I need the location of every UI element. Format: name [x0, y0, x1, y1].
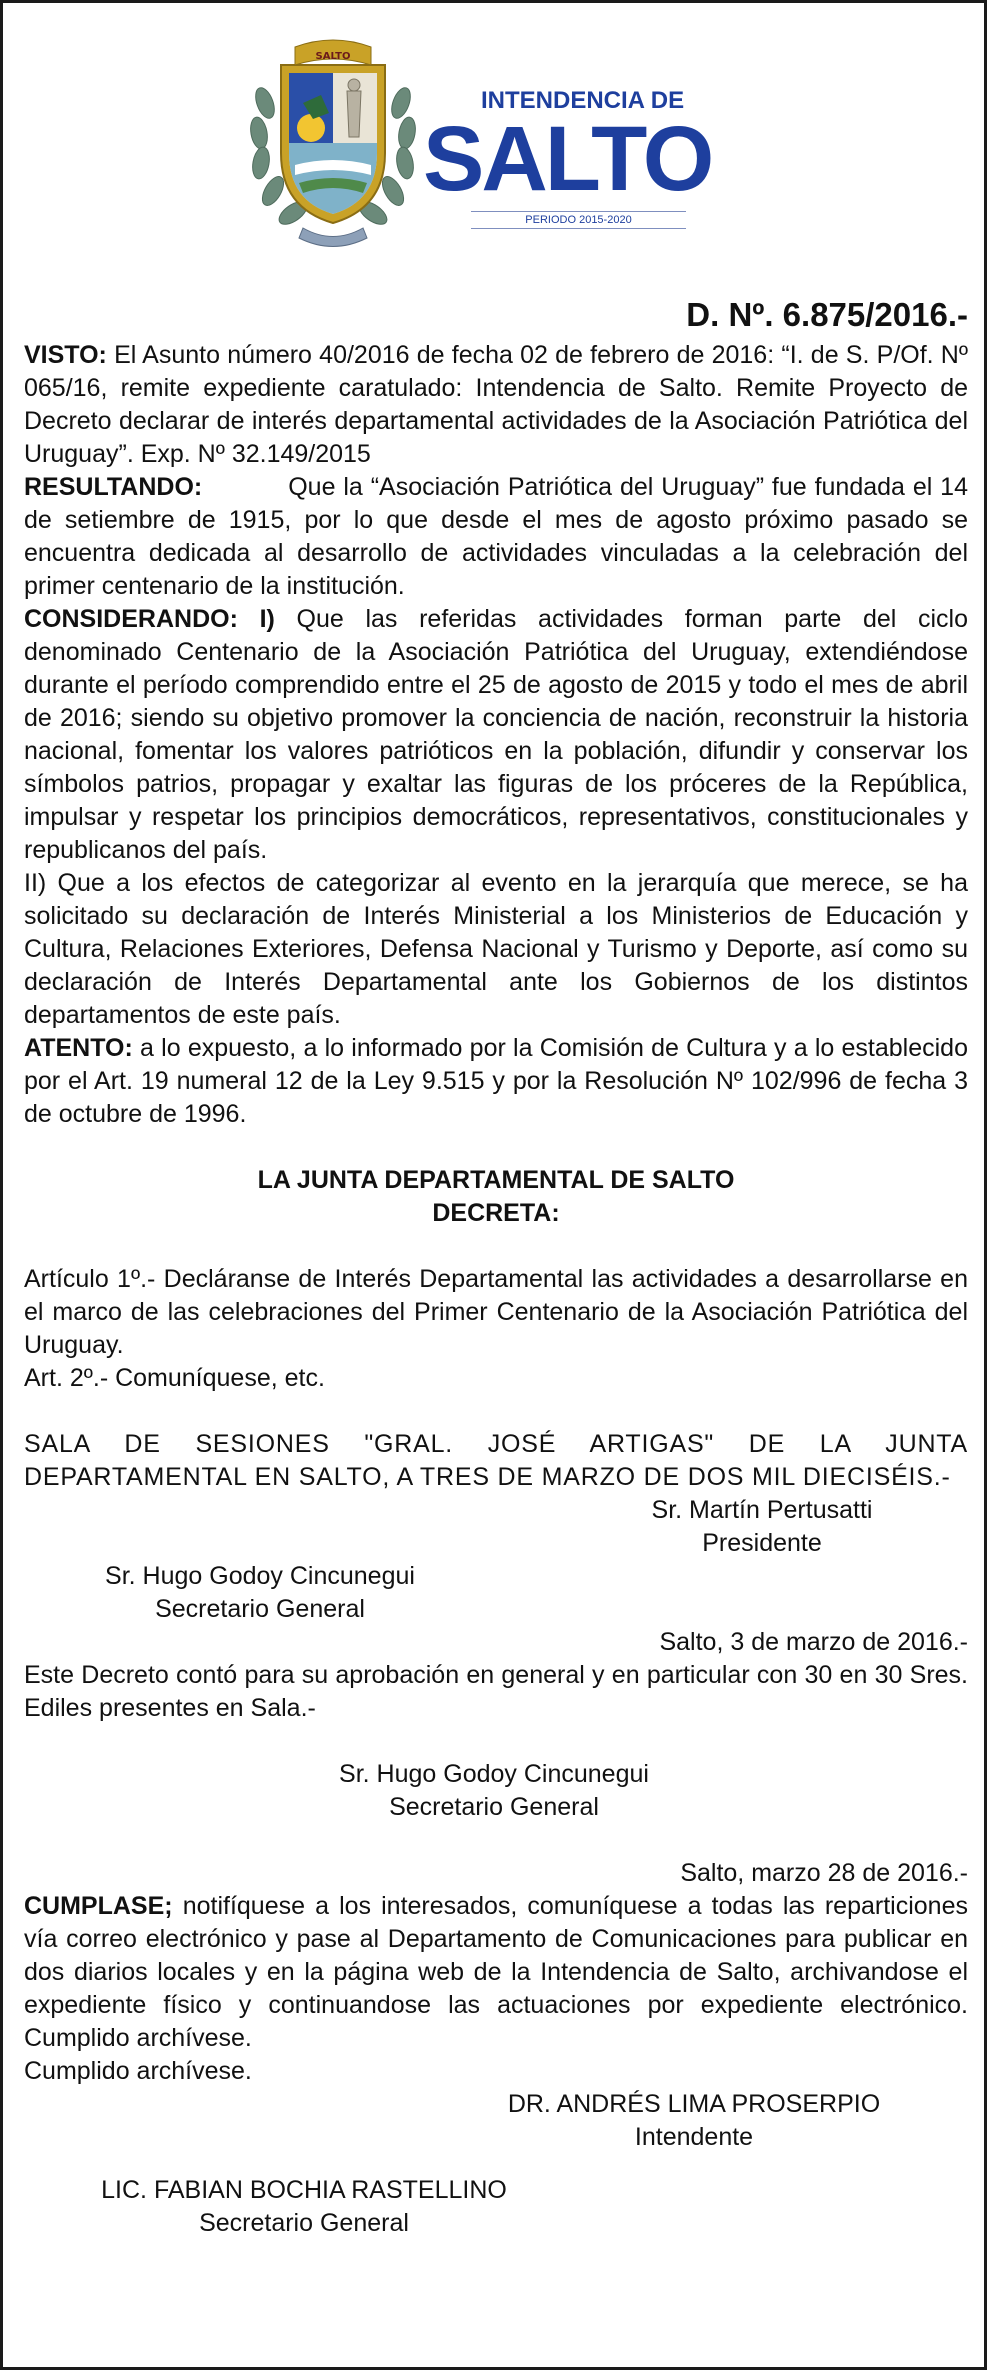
secretario-1-role: Secretario General — [155, 1595, 365, 1623]
considerando-paragraph-2: II) Que a los efectos de categorizar al evento en la jerarquía que merece, se ha solicitado su declaración de Interés Ministerial a los Ministerios de Educación y Cultura, Relaciones Exteriores, Defensa Nacional y Turismo y Deporte, así como su declaración de Interés Departamental ante los Gobiernos de los distintos departamentos de este país. — [24, 869, 968, 1029]
cumplase-paragraph — [24, 1890, 968, 2055]
intendente-name: DR. ANDRÉS LIMA PROSERPIO — [507, 2090, 881, 2118]
considerando-text-1: Que las referidas actividades forman parte del ciclo denominado Centenario de la Asociación Patriótica del Uruguay, extendiéndose durante el período comprendido entre el 25 de agosto de 2015 y todo el mes de abril de 2016; siendo su objetivo promover la conciencia de nación, reconstruir la historia nacional, fomentar los valores patrióticos en la población, difundir y conservar los símbolos patrios, propagar y exaltar las figuras de los próceres de la República, impulsar y respetar los principios democráticos, representativos, constitucionales y republicanos del país. — [24, 605, 968, 864]
visto-label: VISTO: — [24, 341, 107, 369]
intendente-signature — [464, 2088, 924, 2154]
header — [3, 3, 984, 253]
intendente-role: Intendente — [634, 2123, 754, 2151]
brand-top-text: INTENDENCIA DE — [481, 87, 685, 114]
aprobacion-paragraph: Este Decreto contó para su aprobación en general y en particular con 30 en 30 Sres. Ediles presentes en Sala.- — [24, 1661, 968, 1722]
decree-number: D. Nº. 6.875/2016.- — [686, 296, 968, 333]
date-2: Salto, marzo 28 de 2016.- — [680, 1859, 968, 1887]
secretario-signature-3 — [74, 2174, 534, 2240]
secretario-signature-2 — [324, 1758, 664, 1824]
resultando-paragraph — [24, 471, 968, 603]
secretario-3-name: LIC. FABIAN BOCHIA RASTELLINO — [101, 2176, 507, 2204]
brand-period-text: PERIODO 2015-2020 — [471, 211, 686, 229]
secretario-2-role: Secretario General — [389, 1793, 599, 1821]
brand-main-text: SALTO — [423, 108, 712, 210]
resultando-text: Que la “Asociación Patriótica del Uruguay” fue fundada el 14 de setiembre de 1915, por lo que desde el mes de agosto próximo pasado se encuentra dedicada al desarrollo de actividades vinculadas a la celebración del primer centenario de la institución. — [24, 473, 968, 600]
cumplase-closing: Cumplido archívese. — [24, 2057, 252, 2085]
considerando-label: CONSIDERANDO: I) — [24, 605, 275, 633]
secretario-signature-1 — [90, 1560, 430, 1626]
date-1: Salto, 3 de marzo de 2016.- — [659, 1628, 968, 1656]
presidente-role: Presidente — [702, 1529, 822, 1557]
secretario-1-name: Sr. Hugo Godoy Cincunegui — [105, 1562, 415, 1590]
articulo-2: Art. 2º.- Comuníquese, etc. — [24, 1364, 325, 1392]
sala-paragraph: SALA DE SESIONES "GRAL. JOSÉ ARTIGAS" DE LA JUNTA DEPARTAMENTAL EN SALTO, A TRES DE MARZO DE DOS MIL DIECISÉIS.- — [24, 1430, 968, 1491]
presidente-name: Sr. Martín Pertusatti — [651, 1496, 873, 1524]
secretario-2-name: Sr. Hugo Godoy Cincunegui — [339, 1760, 649, 1788]
decreta-heading: DECRETA: — [432, 1199, 560, 1227]
secretario-3-role: Secretario General — [199, 2209, 409, 2237]
seal-text: SALTO — [315, 51, 351, 62]
decree-body — [24, 293, 968, 2240]
atento-paragraph — [24, 1032, 968, 1131]
considerando-paragraph-1 — [24, 603, 968, 867]
visto-paragraph — [24, 339, 968, 471]
junta-heading: LA JUNTA DEPARTAMENTAL DE SALTO — [257, 1166, 735, 1194]
atento-text: a lo expuesto, a lo informado por la Comisión de Cultura y a lo establecido por el Art. 19 numeral 12 de la Ley 9.515 y por la Resolución Nº 102/996 de fecha 3 de octubre de 1996. — [24, 1034, 968, 1128]
cumplase-label: CUMPLASE; — [24, 1892, 173, 1920]
presidente-signature — [612, 1494, 912, 1560]
cumplase-text: notifíquese a los interesados, comuníquese a todas las reparticiones vía correo electrónico y pase al Departamento de Comunicaciones para publicar en dos diarios locales y en la página web de la Intendencia de Salto, archivandose el expediente físico y continuandose las actuaciones por expediente electrónico. Cumplido archívese. — [24, 1892, 968, 2052]
resultando-label: RESULTANDO: — [24, 473, 203, 501]
visto-text: El Asunto número 40/2016 de fecha 02 de febrero de 2016: “I. de S. P/Of. Nº 065/16, remite expediente caratulado: Intendencia de Salto. Remite Proyecto de Decreto declarar de interés departamental actividades de la Asociación Patriótica del Uruguay”. Exp. Nº 32.149/2015 — [24, 341, 968, 468]
atento-label: ATENTO: — [24, 1034, 133, 1062]
brand-logo — [421, 83, 741, 233]
articulo-1: Artículo 1º.- Decláranse de Interés Departamental las actividades a desarrollarse en el marco de las celebraciones del Primer Centenario de la Asociación Patriótica del Uruguay. — [24, 1265, 968, 1359]
coat-of-arms-seal-icon — [243, 33, 423, 248]
